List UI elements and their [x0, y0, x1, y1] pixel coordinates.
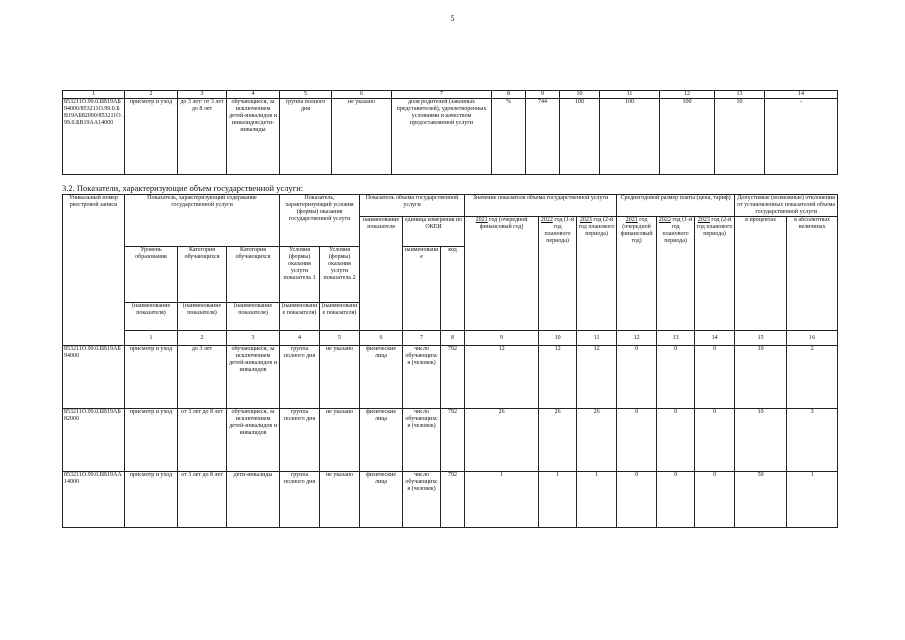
table-cell: 50: [735, 472, 787, 528]
table-cell: физические лица: [360, 409, 403, 472]
column-number: 12: [660, 91, 715, 99]
column-number: 5: [320, 331, 360, 346]
header-fee: Среднегодовой размер платы (цена, тариф): [617, 195, 735, 217]
table-cell: присмотр и уход: [125, 472, 178, 528]
table-cell: присмотр и уход: [125, 99, 178, 175]
header-unique-number: Уникальный номер реестровой записи: [63, 195, 125, 346]
table-cell: 744: [526, 99, 560, 175]
table-cell: физические лица: [360, 346, 403, 409]
column-number: 8: [492, 91, 526, 99]
header-volume: Показатель объема государственной услуги: [360, 195, 465, 217]
table-cell: обучающиеся, за исключением детей-инвалидов и инвалидов/дети-инвалиды: [227, 99, 280, 175]
table-cell: 10: [715, 99, 765, 175]
header-indicator-note: (наименование показателя): [125, 303, 178, 331]
column-number: 9: [465, 331, 539, 346]
table-cell: 10: [735, 346, 787, 409]
column-number: 6: [360, 331, 403, 346]
table-cell: группа полного дня: [280, 346, 320, 409]
table-row: [63, 99, 838, 175]
table-cell: число обучающихся (человек): [403, 409, 441, 472]
table-cell: 100: [660, 99, 715, 175]
table-cell: дети-инвалиды: [227, 472, 280, 528]
table-cell: 0: [695, 346, 735, 409]
table-cell: 853211О.99.0.БВ19АБ94000/853211О.99.0.БВ19АБ82000/853211О.99.0.БВ19АА14000: [63, 99, 125, 175]
table-cell: 26: [577, 409, 617, 472]
table-cell: 853211О.99.0.БВ19АА14000: [63, 472, 125, 528]
header-year-2: 2022 год (1-й год планового периода): [539, 217, 577, 331]
table-cell: не указано: [320, 472, 360, 528]
column-number: 12: [617, 331, 657, 346]
column-number: 1: [63, 91, 125, 99]
table-cell: от 3 лет до 8 лет: [178, 472, 227, 528]
column-number: 16: [787, 331, 838, 346]
column-number: 14: [695, 331, 735, 346]
header-indicator-note: (наименование показателя): [320, 303, 360, 331]
table-cell: 100: [560, 99, 600, 175]
column-number: 3: [227, 331, 280, 346]
table-cell: 1: [577, 472, 617, 528]
quality-indicators-table: [62, 90, 838, 175]
table-cell: 12: [465, 346, 539, 409]
header-content: Показатель, характеризующий содержание государственной услуги: [125, 195, 280, 247]
column-number: 2: [178, 331, 227, 346]
table-cell: группа полного дня: [280, 472, 320, 528]
table-cell: 0: [657, 472, 695, 528]
header-deviation: Допустимые (возможные) отклонения от установленных показателей объема государственной услуги: [735, 195, 838, 217]
table-cell: физические лица: [360, 472, 403, 528]
header-fee-year-1: 2021 год (очередной финансовый год): [617, 217, 657, 331]
table-cell: число обучающихся (человек): [403, 346, 441, 409]
section-title: 3.2. Показатели, характеризующие объем государственной услуги:: [62, 183, 304, 193]
table-cell: от 3 лет до 8 лет: [178, 409, 227, 472]
header-year-1: 2021 год (очередной финансовый год): [465, 217, 539, 331]
table-cell: 0: [617, 472, 657, 528]
table-cell: 1: [465, 472, 539, 528]
table-cell: 1: [787, 472, 838, 528]
table-cell: 12: [577, 346, 617, 409]
column-numbers-row: [63, 91, 838, 99]
header-conditions: Показатель, характеризующий условия (формы) оказания государственной услуги: [280, 195, 360, 247]
table-cell: 100: [600, 99, 660, 175]
table-cell: 0: [617, 346, 657, 409]
table-cell: 0: [695, 409, 735, 472]
table-cell: 1: [539, 472, 577, 528]
table-cell: доля родителей (законных представителей), удовлетворенных условиями и качеством предоставляемой услуги: [392, 99, 492, 175]
table-cell: 792: [441, 472, 465, 528]
table-cell: 792: [441, 346, 465, 409]
header-fee-year-3: 2023 год (2-й год планового периода): [695, 217, 735, 331]
table-cell: 0: [657, 409, 695, 472]
column-number: 1: [125, 331, 178, 346]
header-edu-level: Уровень образования: [125, 247, 178, 303]
table-cell: группа полного дня: [280, 409, 320, 472]
header-category-1: Категория обучающихся: [178, 247, 227, 303]
table-cell: не указано: [320, 346, 360, 409]
column-number: 13: [715, 91, 765, 99]
table-cell: 10: [735, 409, 787, 472]
table-cell: до 3 лет/ от 3 лет до 8 лет: [178, 99, 227, 175]
table-cell: не указано: [332, 99, 392, 175]
table-cell: 792: [441, 409, 465, 472]
table-cell: до 3 лет: [178, 346, 227, 409]
table-cell: не указано: [320, 409, 360, 472]
column-number: 6: [332, 91, 392, 99]
table-cell: 26: [539, 409, 577, 472]
table-row: [63, 472, 838, 528]
column-number: 4: [227, 91, 280, 99]
table-cell: 2: [787, 346, 838, 409]
column-number: 11: [600, 91, 660, 99]
table-cell: присмотр и уход: [125, 409, 178, 472]
table-row: [63, 346, 838, 409]
header-condition-2: Условия (формы) оказания услуги показатель 2: [320, 247, 360, 303]
table-cell: 853211О.99.0.БВ19АБ94000: [63, 346, 125, 409]
table-cell: %: [492, 99, 526, 175]
header-indicator-note: (наименование показателя): [280, 303, 320, 331]
column-number: 4: [280, 331, 320, 346]
table-cell: 0: [617, 409, 657, 472]
table-cell: 3: [787, 409, 838, 472]
table-cell: число обучающихся (человек): [403, 472, 441, 528]
header-year-3: 2023 год (2-й год планового периода): [577, 217, 617, 331]
table-cell: 853211О.99.0.БВ19АБ82000: [63, 409, 125, 472]
column-numbers-row: [63, 331, 838, 346]
column-number: 11: [577, 331, 617, 346]
column-number: 10: [539, 331, 577, 346]
table-cell: 26: [465, 409, 539, 472]
header-category-2: Категория обучающихся: [227, 247, 280, 303]
column-number: 14: [765, 91, 838, 99]
column-number: 9: [526, 91, 560, 99]
column-number: 7: [392, 91, 492, 99]
table-cell: 0: [657, 346, 695, 409]
header-unit-code: код: [441, 247, 465, 331]
column-number: 3: [178, 91, 227, 99]
header-indicator-name: наименование показателя: [360, 217, 403, 331]
table-cell: обучающиеся, за исключением детей-инвалидов и инвалидов: [227, 409, 280, 472]
header-indicator-note: (наименование показателя): [227, 303, 280, 331]
table-cell: 0: [695, 472, 735, 528]
header-volume-value: Значение показателя объема государственной услуги: [465, 195, 617, 217]
header-unit-name: наименование: [403, 247, 441, 331]
column-number: 13: [657, 331, 695, 346]
table-cell: присмотр и уход: [125, 346, 178, 409]
column-number: 2: [125, 91, 178, 99]
header-indicator-note: (наименование показателя): [178, 303, 227, 331]
table-row: [63, 409, 838, 472]
header-unit: единица измерения по ОКЕИ: [403, 217, 465, 247]
table-cell: обучающиеся, за исключением детей-инвалидов и инвалидов: [227, 346, 280, 409]
table-cell: 12: [539, 346, 577, 409]
table-cell: группа полного дня: [280, 99, 332, 175]
volume-indicators-table: [62, 194, 838, 528]
column-number: 10: [560, 91, 600, 99]
header-absolute: в абсолютных величинах: [787, 217, 838, 331]
column-number: 5: [280, 91, 332, 99]
header-fee-year-2: 2022 год (1-й год планового периода): [657, 217, 695, 331]
table-cell: -: [765, 99, 838, 175]
header-condition-1: Условия (формы) оказания услуги показатель 1: [280, 247, 320, 303]
column-number: 15: [735, 331, 787, 346]
header-percent: в процентах: [735, 217, 787, 331]
column-number: 7: [403, 331, 441, 346]
page-number: 5: [450, 14, 455, 23]
column-number: 8: [441, 331, 465, 346]
